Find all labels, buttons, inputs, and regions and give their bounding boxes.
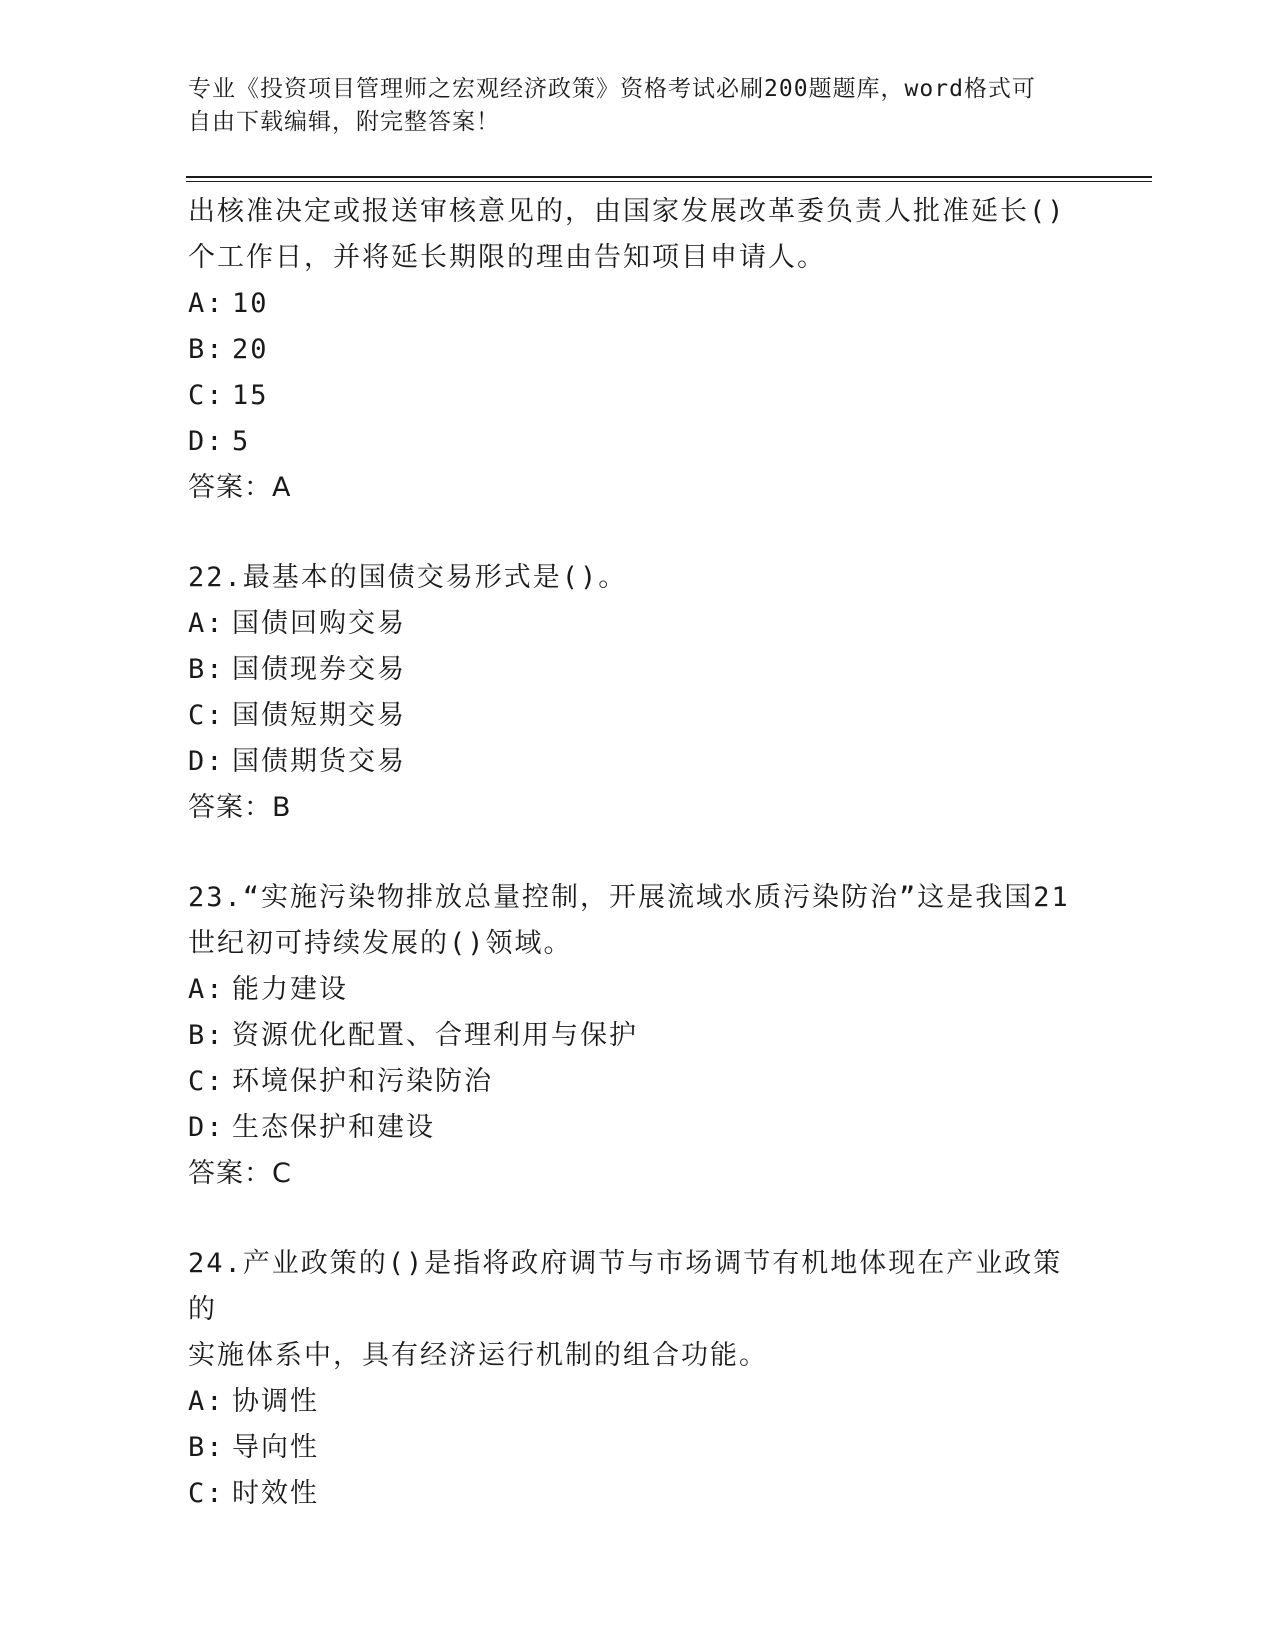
option-text: 协调性 [232,1386,319,1417]
option-key: C: [188,380,225,411]
option-text: 国债短期交易 [232,700,406,731]
question-24 [188,1241,1088,1517]
option-b [188,1425,1088,1471]
option-text: 资源优化配置、合理利用与保护 [232,1020,638,1051]
option-text: 能力建设 [232,974,348,1005]
question-22 [188,555,1088,831]
option-key: C: [188,1478,225,1509]
option-key: A: [188,1386,225,1417]
option-text: 5 [232,426,251,457]
option-text: 国债期货交易 [232,746,406,777]
option-c [188,373,1088,419]
answer-line: 答案：C [188,1158,292,1189]
option-key: D: [188,746,225,777]
option-d [188,419,1088,465]
document-header [188,73,1068,139]
option-d [188,739,1088,785]
question-stem-line: 22.最基本的国债交易形式是()。 [188,562,628,593]
option-text: 生态保护和建设 [232,1112,435,1143]
question-stem-line: 个工作日，并将延长期限的理由告知项目申请人。 [188,242,826,273]
question-stem-line: 世纪初可持续发展的()领域。 [188,928,573,959]
option-key: B: [188,334,225,365]
header-title-line-2: 自由下载编辑，附完整答案！ [188,109,500,135]
option-text: 10 [232,288,269,319]
option-key: B: [188,1432,225,1463]
question-23 [188,875,1088,1197]
question-21 [188,189,1088,511]
question-stem-line: 出核准决定或报送审核意见的，由国家发展改革委负责人批准延长() [188,196,1066,227]
option-text: 环境保护和污染防治 [232,1066,493,1097]
option-a [188,1379,1088,1425]
option-c [188,1471,1088,1517]
option-b [188,1013,1088,1059]
question-stem-line: 实施体系中，具有经济运行机制的组合功能。 [188,1340,768,1371]
option-c [188,1059,1088,1105]
option-key: D: [188,426,225,457]
option-key: C: [188,700,225,731]
option-text: 时效性 [232,1478,319,1509]
option-a [188,967,1088,1013]
option-key: A: [188,608,225,639]
option-key: A: [188,974,225,1005]
question-stem-line: 24.产业政策的()是指将政府调节与市场调节有机地体现在产业政策的 [188,1248,1063,1325]
option-key: B: [188,654,225,685]
option-a [188,281,1088,327]
answer-line: 答案：B [188,792,292,823]
option-b [188,647,1088,693]
option-a [188,601,1088,647]
option-key: B: [188,1020,225,1051]
option-text: 20 [232,334,269,365]
option-text: 国债回购交易 [232,608,406,639]
option-text: 国债现券交易 [232,654,406,685]
header-divider-thin [186,181,1152,182]
option-key: A: [188,288,225,319]
header-divider-thick [186,176,1152,178]
option-c [188,693,1088,739]
option-text: 导向性 [232,1432,319,1463]
option-d [188,1105,1088,1151]
option-key: C: [188,1066,225,1097]
header-title-line-1: 专业《投资项目管理师之宏观经济政策》资格考试必刷200题题库，word格式可 [188,76,1036,102]
option-key: D: [188,1112,225,1143]
option-text: 15 [232,380,269,411]
question-list [188,189,1088,1517]
answer-line: 答案：A [188,472,292,503]
question-stem-line: 23.“实施污染物排放总量控制，开展流域水质污染防治”这是我国21 [188,882,1070,913]
option-b [188,327,1088,373]
